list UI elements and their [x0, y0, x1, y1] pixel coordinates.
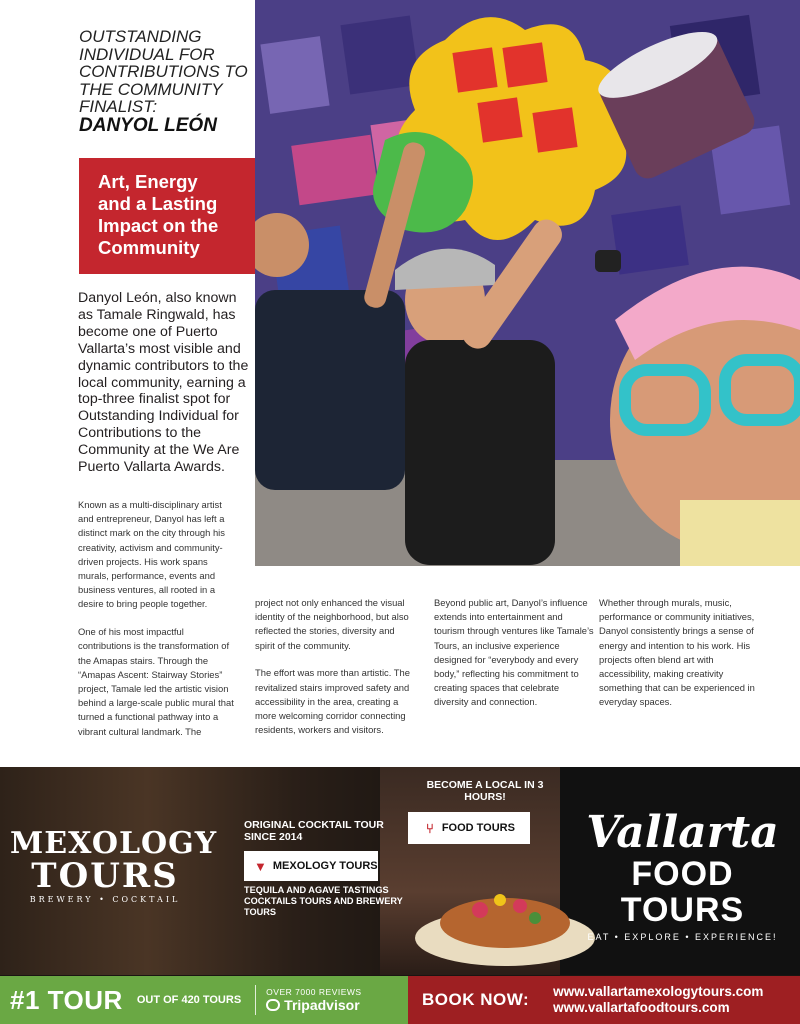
taco-illustration [410, 878, 600, 968]
vft-logo-title: FOOD TOURS [620, 855, 745, 929]
paragraph: Known as a multi-disciplinary artist and entrepreneur, Danyol has left a distinct mark on the city through his creativity, activism and community-driven projects. His work spans murals, performance, events and business ventures, all rooted in a desire to bring people together. [78, 499, 225, 610]
paragraph: project not only enhanced the visual identity of the neighborhood, but also reflected the stories, diversity and spirit of the community. [255, 597, 409, 651]
mexology-logo-line-2: TOURS [31, 856, 179, 896]
since-text: ORIGINAL COCKTAIL TOUR SINCE 2014 [244, 819, 384, 843]
finalist-name: DANYOL LEÓN [79, 114, 217, 136]
tripadvisor-block [266, 987, 361, 1013]
paragraph: One of his most impactful contributions is the transformation of the Amapas stairs. Through the “Amapas Ascent: Stairway Stories” project, Tamale led the artistic vision behind a large-scale public mural that turned a functional pathway into a vibrant cultural landmark. The [78, 626, 234, 737]
food-badge-label: FOOD TOURS [441, 822, 515, 834]
body-column-1 [78, 498, 238, 752]
divider [255, 985, 256, 1015]
headline-line-2: and a Lasting [98, 193, 218, 214]
tripadvisor-label: Tripadvisor [284, 997, 360, 1013]
body-column-4 [599, 596, 759, 723]
food-tours-badge[interactable] [408, 812, 530, 844]
lede-paragraph: Danyol León, also known as Tamale Ringwald, has become one of Puerto Vallarta’s most visible and dynamic contributors to the local community, earning a top-three finalist spot for Outstanding Individual for Contributions to the Community at the We Are Puerto Vallarta Awards. [78, 290, 249, 476]
paragraph: Beyond public art, Danyol’s influence extends into entertainment and tourism through ventures like Tamale’s Tours, an inclusive experience designed for “everybody and every body,” reflecting his commitment to creating spaces that celebrate diversity and connection. [434, 597, 594, 708]
become-local-text: BECOME A LOCAL IN 3 HOURS! [426, 779, 544, 803]
paragraph: Whether through murals, music, performance or community initiatives, Danyol consistently brings a sense of energy and intention to his work. His projects often blend art with accessibility, making creativity something that can be experienced in everyday spaces. [599, 597, 755, 708]
url-list [553, 984, 763, 1016]
mexology-logo-line-1: MEXOLOGY [10, 826, 218, 861]
out-of-text: OUT OF 420 TOURS [136, 994, 242, 1006]
headline-line-3: Impact on the [98, 215, 219, 236]
headline-line-1: Art, Energy [98, 171, 198, 192]
paragraph: The effort was more than artistic. The revitalized stairs improved safety and accessibility in the area, creating a more welcoming corridor connecting residents, workers and visitors. [255, 667, 410, 736]
fork-icon: ⑂ [426, 820, 434, 836]
rank-text: #1 TOUR [10, 984, 123, 1015]
article-kicker [79, 28, 255, 135]
headline-box [79, 158, 255, 274]
tastings-text: TEQUILA AND AGAVE TASTINGS COCKTAILS TOURS AND BREWERY TOURS [244, 885, 403, 917]
reviews-text: OVER 7000 REVIEWS [266, 987, 362, 997]
book-now-label: BOOK NOW: [422, 990, 530, 1009]
book-now-banner [408, 976, 800, 1024]
mural-selfie-illustration [255, 0, 800, 566]
tripadvisor-owl-icon [266, 999, 280, 1011]
tripadvisor-wordmark [266, 997, 361, 1013]
mexology-logo-tagline: BREWERY • COCKTAIL [29, 895, 181, 904]
cocktail-glass-icon: ▼ [254, 858, 267, 874]
kicker-text: OUTSTANDING INDIVIDUAL FOR CONTRIBUTIONS TO THE COMMUNITY FINALIST: [79, 27, 248, 117]
mexology-url-link[interactable]: www.vallartamexologytours.com [553, 984, 764, 999]
mexology-logo [10, 826, 218, 904]
mexology-tours-badge[interactable] [244, 851, 378, 881]
body-column-2 [255, 596, 415, 751]
tripadvisor-banner [0, 976, 408, 1024]
vft-logo-script: Vallarta [586, 807, 779, 858]
headline-line-4: Community [98, 237, 200, 258]
vallarta-food-tours-logo [575, 807, 790, 942]
vft-logo-tagline: EAT • EXPLORE • EXPERIENCE! [587, 932, 778, 942]
mexology-badge-label: MEXOLOGY TOURS [272, 860, 378, 872]
body-column-3 [434, 596, 594, 723]
feature-photo [255, 0, 800, 566]
food-tours-url-link[interactable]: www.vallartafoodtours.com [553, 1000, 730, 1015]
